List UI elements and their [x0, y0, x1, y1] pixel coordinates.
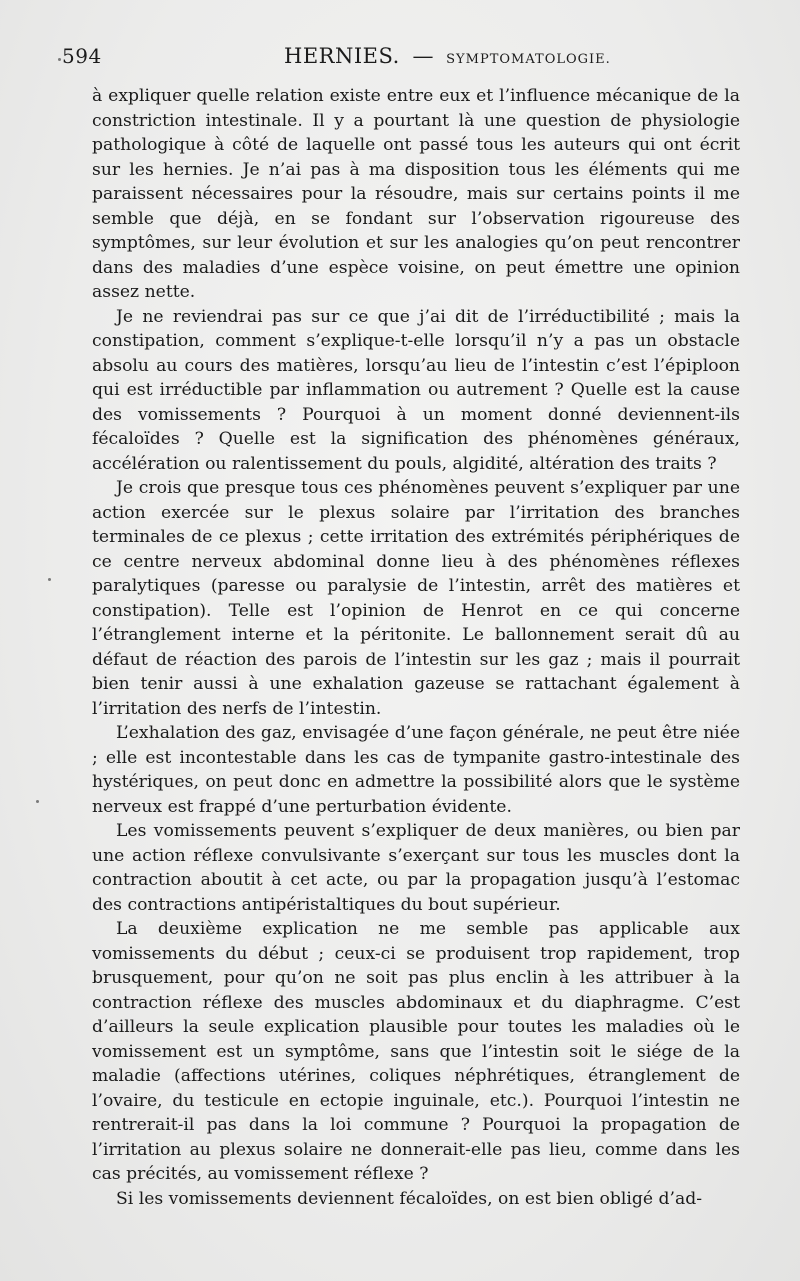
running-head-separator: — — [412, 44, 434, 68]
paragraph: L’exhalation des gaz, envisagée d’une façon générale, ne peut être niée ; elle est incontestable dans les cas de tympanite gastro-intestinale des hystériques, on peut donc en admettre la possibilité alors que le système nerveux est frappé d’une perturbation évidente. — [92, 723, 740, 817]
paragraph: Je crois que presque tous ces phénomènes peuvent s’expliquer par une action exercée sur le plexus solaire par l’irritation des branches terminales de ce plexus ; cette irritation des extrémités périphériques de ce centre nerveux abdominal donne lieu à des phénomènes réflexes paralytiques (paresse ou paralysie de l’intestin, arrêt des matières et constipation). Telle est l’opinion de Henrot en ce qui concerne l’étranglement interne et la péritonite. Le ballonnement serait dû au défaut de réaction des parois de l’intestin sur les gaz ; mais il pourrait bien tenir aussi à une exhalation gazeuse se rattachant également à l’irritation des nerfs de l’intestin. — [92, 478, 740, 719]
running-head — [284, 44, 611, 68]
paragraph-final: Si les vomissements deviennent fécaloïdes, on est bien obligé d’ad- — [116, 1188, 703, 1209]
ink-speck — [48, 578, 51, 581]
paragraph: Je ne reviendrai pas sur ce que j’ai dit de l’irréductibilité ; mais la constipation, comment s’explique-t-elle lorsqu’il n’y a pas un obstacle absolu au cours des matières, lorsqu’au lieu de l’intestin c’est l’épiploon qui est irréductible par inflammation ou autrement ? Quelle est la cause des vomissements ? Pourquoi à un moment donné deviennent-ils fécaloïdes ? Quelle est la signification des phénomènes généraux, accélération ou ralentissement du pouls, algidité, altération des traits ? — [92, 306, 740, 474]
page-number: 594 — [62, 44, 102, 68]
paragraph: La deuxième explication ne me semble pas applicable aux vomissements du début ; ceux-ci se produisent trop rapidement, trop brusquement, pour qu’on ne soit pas plus enclin à les attribuer à la contraction réflexe des muscles abdominaux et du diaphragme. C’est d’ailleurs la seule explication plausible pour toutes les maladies où le vomissement est un symptôme, sans que l’intestin soit le siége de la maladie (affections utérines, coliques néphrétiques, étranglement de l’ovaire, du testicule en ectopie inguinale, etc.). Pourquoi l’intestin ne rentrerait-il pas dans la loi commune ? Pourquoi la propagation de l’irritation au plexus solaire ne donnerait-elle pas lieu, comme dans les cas précités, au vomissement réflexe ? — [92, 919, 740, 1184]
paragraph: Les vomissements peuvent s’expliquer de deux manières, ou bien par une action réflexe convulsivante s’exerçant sur tous les muscles dont la contraction aboutit à cet acte, ou par la propagation jusqu’à l’estomac des contractions antipéristaltiques du bout supérieur. — [92, 821, 740, 915]
running-head-subtitle: SYMPTOMATOLOGIE. — [446, 52, 611, 67]
running-head-title: HERNIES. — [284, 44, 400, 68]
body-text — [92, 84, 740, 1211]
paragraph-continued: à expliquer quelle relation existe entre eux et l’influence mécanique de la constriction intestinale. Il y a pourtant là une question de physiologie pathologique à côté de laquelle ont passé tous les auteurs qui ont écrit sur les hernies. Je n’ai pas à ma disposition tous les éléments qui me paraissent nécessaires pour la résoudre, mais sur certains points il me semble que déjà, en se fondant sur l’observation rigoureuse des symptômes, sur leur évolution et sur les analogies qu’on peut rencontrer dans des maladies d’une espèce voisine, on peut émettre une opinion assez nette. — [92, 86, 740, 302]
ink-speck — [58, 58, 61, 61]
ink-speck — [36, 800, 39, 803]
page-header — [62, 42, 752, 76]
